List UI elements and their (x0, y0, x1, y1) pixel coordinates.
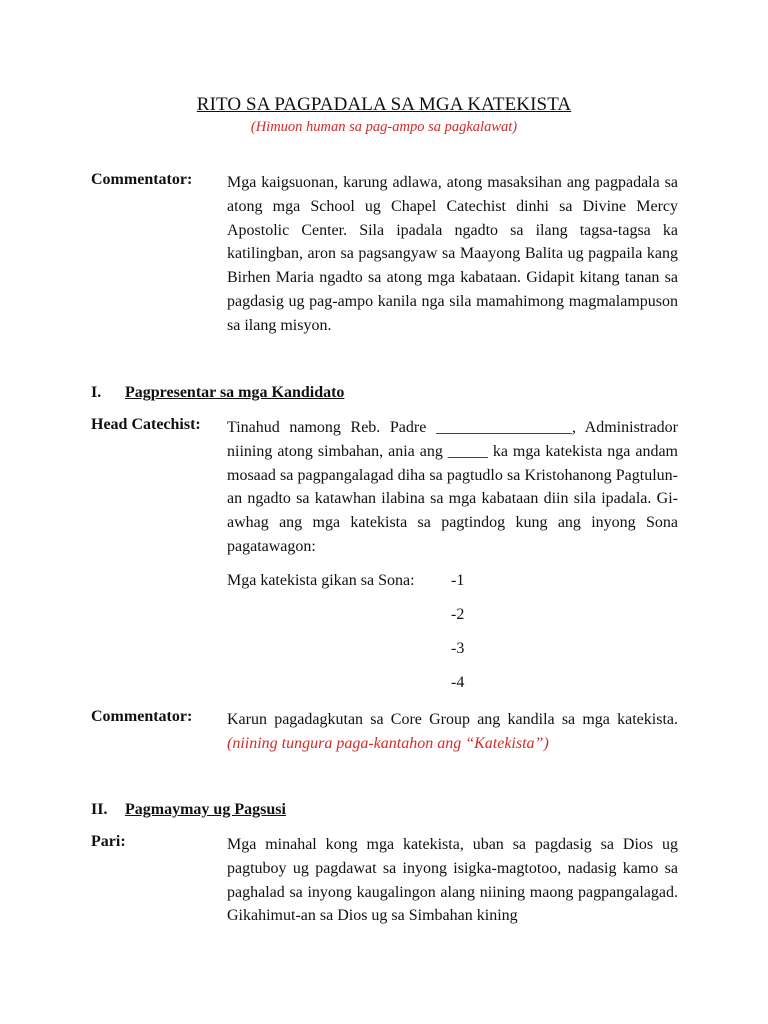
commentator-2-note: (niining tungura paga-kantahon ang “Katekista”) (227, 734, 549, 752)
section-1-heading: Pagpresentar sa mga Kandidato (125, 384, 345, 401)
sona-item-3: -3 (451, 640, 465, 657)
speaker-commentator-2: Commentator: (91, 708, 193, 725)
section-2-heading: Pagmaymay ug Pagsusi (125, 801, 286, 818)
speaker-commentator-1: Commentator: (91, 171, 193, 188)
document-subtitle: (Himuon human sa pag-ampo sa pagkalawat) (250, 119, 518, 135)
commentator-2-text: Karun pagadagkutan sa Core Group ang kandila sa mga katekista. (227, 711, 678, 728)
sona-label: Mga katekista gikan sa Sona: (227, 572, 415, 589)
sona-item-1: -1 (451, 572, 465, 589)
head-catechist-text: Tinahud namong Reb. Padre _________________, Administrador niining atong simbahan, ania ang _____ ka mga katekista nga andam mosaad sa pagpangalagad diha sa pagtudlo sa Kristohanong Pagtulun-an ngadto sa katawhan ilabina sa mga kabataan diin sila ipadala. Gi-awhag ang mga katekista sa pagtindog kung ang inyong Sona pagatawagon: (227, 419, 678, 555)
sona-item-2: -2 (451, 606, 465, 623)
commentator-1-text: Mga kaigsuonan, karung adlawa, atong masaksihan ang pagpadala sa atong mga School ug Chapel Catechist dinhi sa Divine Mercy Apostolic Center. Sila ipadala ngadto sa ilang tagsa-tagsa ka katilingban, aron sa pagsangyaw sa Maayong Balita ug pagpaila kang Birhen Maria ngadto sa atong mga kabataan. Gidapit kitang tanan sa pagdasig ug pag-ampo kanila nga sila mamahimong magmalampuson sa ilang misyon. (227, 174, 678, 334)
speaker-pari: Pari: (91, 833, 126, 850)
pari-text: Mga minahal kong mga katekista, uban sa pagdasig sa Dios ug pagtuboy ug pagdawat sa inyong isigka-magtotoo, nadasig kamo sa paghalad sa inyong kaugalingon alang niining maong pagpangalagad. Gikahimut-an sa Dios ug sa Simbahan kining (227, 836, 678, 925)
sona-item-4: -4 (451, 674, 465, 691)
speaker-head-catechist: Head Catechist: (91, 416, 201, 433)
document-title: RITO SA PAGPADALA SA MGA KATEKISTA (196, 94, 572, 115)
section-2-number: II. (91, 801, 108, 818)
section-1-number: I. (91, 384, 102, 401)
commentator-2-paragraph (227, 708, 678, 756)
